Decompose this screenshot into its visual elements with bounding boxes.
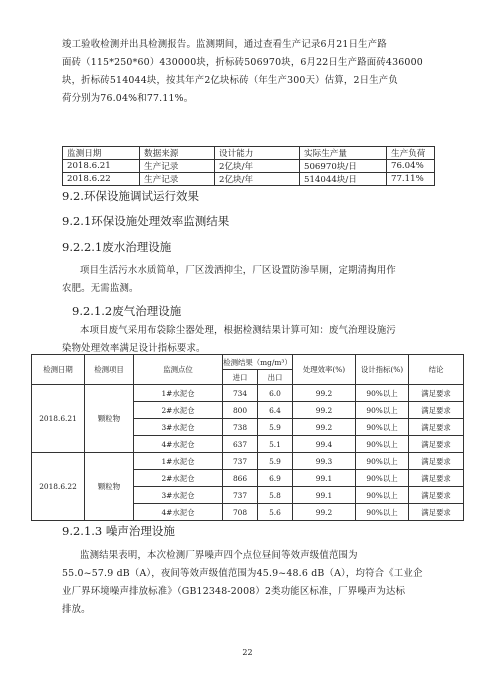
table-cell: 99.2 bbox=[293, 419, 356, 436]
table-cell: 2018.6.22 bbox=[32, 453, 85, 521]
table-cell: 99.2 bbox=[293, 504, 356, 521]
table-cell: 5.1 bbox=[258, 436, 293, 453]
table-cell: 满足要求 bbox=[409, 470, 464, 487]
table-cell: 满足要求 bbox=[409, 402, 464, 419]
table-cell: 6.9 bbox=[258, 470, 293, 487]
noise-paragraph bbox=[62, 547, 432, 619]
table-cell: 737 bbox=[223, 453, 258, 470]
table-header-row bbox=[32, 355, 464, 370]
table-cell: 90%以上 bbox=[356, 470, 409, 487]
table-cell: 3#水泥仓 bbox=[134, 419, 223, 436]
header-cell: 数据来源 bbox=[140, 147, 215, 160]
table-cell: 2#水泥仓 bbox=[134, 470, 223, 487]
waste-gas-paragraph bbox=[62, 322, 432, 358]
table-cell: 1#水泥仓 bbox=[134, 385, 223, 402]
table-cell: 满足要求 bbox=[409, 487, 464, 504]
table-cell: 满足要求 bbox=[409, 453, 464, 470]
table-cell: 4#水泥仓 bbox=[134, 504, 223, 521]
text-line: 竣工验收检测并出具检测报告。监测期间，通过查看生产记录6月21日生产路 bbox=[62, 39, 387, 50]
table-cell: 满足要求 bbox=[409, 419, 464, 436]
header-cell: 检测项目 bbox=[85, 355, 134, 385]
table-cell: 708 bbox=[223, 504, 258, 521]
header-cell: 设计指标(%) bbox=[356, 355, 409, 385]
table-row bbox=[32, 385, 464, 402]
table-cell: 颗粒物 bbox=[85, 453, 134, 521]
table-cell: 76.04% bbox=[387, 160, 435, 173]
table-cell: 90%以上 bbox=[356, 402, 409, 419]
table-cell: 2亿块/年 bbox=[215, 160, 300, 173]
table-cell: 90%以上 bbox=[356, 436, 409, 453]
table-cell: 满足要求 bbox=[409, 385, 464, 402]
table-cell: 2亿块/年 bbox=[215, 173, 300, 186]
table-cell: 99.2 bbox=[293, 385, 356, 402]
table-row bbox=[63, 160, 435, 173]
header-cell: 检测日期 bbox=[32, 355, 85, 385]
header-cell: 处理效率(%) bbox=[293, 355, 356, 385]
header-cell: 生产负荷 bbox=[387, 147, 435, 160]
table-cell: 90%以上 bbox=[356, 385, 409, 402]
table-cell: 514044块/日 bbox=[300, 173, 387, 186]
table-cell: 3#水泥仓 bbox=[134, 487, 223, 504]
intro-paragraph bbox=[62, 36, 432, 108]
text-line: 面砖（115*250*60）430000块，折标砖506970块，6月22日生产路面砖436000 bbox=[62, 57, 423, 68]
header-cell: 设计能力 bbox=[215, 147, 300, 160]
text-line: 本项目废气采用布袋除尘器处理，根据检测结果计算可知：废气治理设施污 bbox=[80, 325, 396, 336]
header-cell: 实际生产量 bbox=[300, 147, 387, 160]
table-cell: 737 bbox=[223, 487, 258, 504]
table-cell: 99.2 bbox=[293, 402, 356, 419]
table-row bbox=[63, 173, 435, 186]
header-cell: 出口 bbox=[258, 370, 293, 385]
table-header-row bbox=[63, 147, 435, 160]
text-line: 业厂界环境噪声排放标准》（GB12348-2008）2类功能区标准，厂界噪声为达标 bbox=[62, 586, 406, 597]
table-cell: 满足要求 bbox=[409, 504, 464, 521]
section-heading: 9.2.1.2废气治理设施 bbox=[72, 304, 182, 318]
table-cell: 90%以上 bbox=[356, 487, 409, 504]
table-cell: 2018.6.21 bbox=[63, 160, 140, 173]
text-line: 监测结果表明，本次检测厂界噪声四个点位昼间等效声级值范围为 bbox=[80, 550, 358, 561]
table-cell: 77.11% bbox=[387, 173, 435, 186]
table-cell: 2018.6.21 bbox=[32, 385, 85, 453]
text-line: 染物处理效率满足设计指标要求。 bbox=[62, 343, 206, 354]
table-cell: 1#水泥仓 bbox=[134, 453, 223, 470]
table-cell: 4#水泥仓 bbox=[134, 436, 223, 453]
table-cell: 99.4 bbox=[293, 436, 356, 453]
header-cell: 检测结果（mg/m³） bbox=[223, 355, 293, 370]
page-number: 22 bbox=[242, 648, 253, 657]
section-heading: 9.2.1.3 噪声治理设施 bbox=[62, 524, 175, 538]
table-cell: 颗粒物 bbox=[85, 385, 134, 453]
table-cell: 2#水泥仓 bbox=[134, 402, 223, 419]
table-cell: 生产记录 bbox=[140, 173, 215, 186]
table-cell: 99.1 bbox=[293, 470, 356, 487]
table-cell: 90%以上 bbox=[356, 453, 409, 470]
table-cell: 90%以上 bbox=[356, 504, 409, 521]
header-cell: 监测日期 bbox=[63, 147, 140, 160]
text-line: 排放。 bbox=[62, 604, 91, 615]
table-cell: 90%以上 bbox=[356, 419, 409, 436]
table-cell: 2018.6.22 bbox=[63, 173, 140, 186]
table-cell: 637 bbox=[223, 436, 258, 453]
table-cell: 738 bbox=[223, 419, 258, 436]
header-cell: 结论 bbox=[409, 355, 464, 385]
table-cell: 满足要求 bbox=[409, 436, 464, 453]
table-cell: 734 bbox=[223, 385, 258, 402]
table-cell: 5.9 bbox=[258, 419, 293, 436]
table-cell: 866 bbox=[223, 470, 258, 487]
table-cell: 506970块/日 bbox=[300, 160, 387, 173]
table-cell: 99.1 bbox=[293, 487, 356, 504]
wastewater-paragraph bbox=[62, 262, 432, 298]
table-cell: 6.0 bbox=[258, 385, 293, 402]
table-cell: 5.9 bbox=[258, 453, 293, 470]
table-cell: 6.4 bbox=[258, 402, 293, 419]
section-heading: 9.2.1环保设施处理效率监测结果 bbox=[62, 214, 230, 228]
table-cell: 99.3 bbox=[293, 453, 356, 470]
text-line: 块，折标砖514044块，按其年产2亿块标砖（年生产300天）估算，2日生产负 bbox=[62, 75, 398, 86]
table-cell: 5.8 bbox=[258, 487, 293, 504]
section-heading: 9.2.2.1废水治理设施 bbox=[62, 240, 172, 254]
table-cell: 生产记录 bbox=[140, 160, 215, 173]
text-line: 项目生活污水水质简单，厂区泼洒抑尘，厂区设置防渗旱厕，定期清掏用作 bbox=[80, 265, 396, 276]
efficiency-table-body bbox=[32, 385, 464, 521]
section-heading: 9.2.环保设施调试运行效果 bbox=[62, 189, 199, 203]
text-line: 荷分别为76.04%和77.11%。 bbox=[62, 93, 194, 104]
production-load-table bbox=[62, 146, 435, 186]
text-line: 农肥。无需监测。 bbox=[62, 283, 139, 294]
table-cell: 800 bbox=[223, 402, 258, 419]
treatment-efficiency-table bbox=[31, 354, 464, 521]
text-line: 55.0~57.9 dB（A），夜间等效声级值范围为45.9~48.6 dB（A），均符合《工业企 bbox=[62, 568, 423, 579]
header-cell: 进口 bbox=[223, 370, 258, 385]
table-row bbox=[32, 453, 464, 470]
header-cell: 监测点位 bbox=[134, 355, 223, 385]
table-cell: 5.6 bbox=[258, 504, 293, 521]
